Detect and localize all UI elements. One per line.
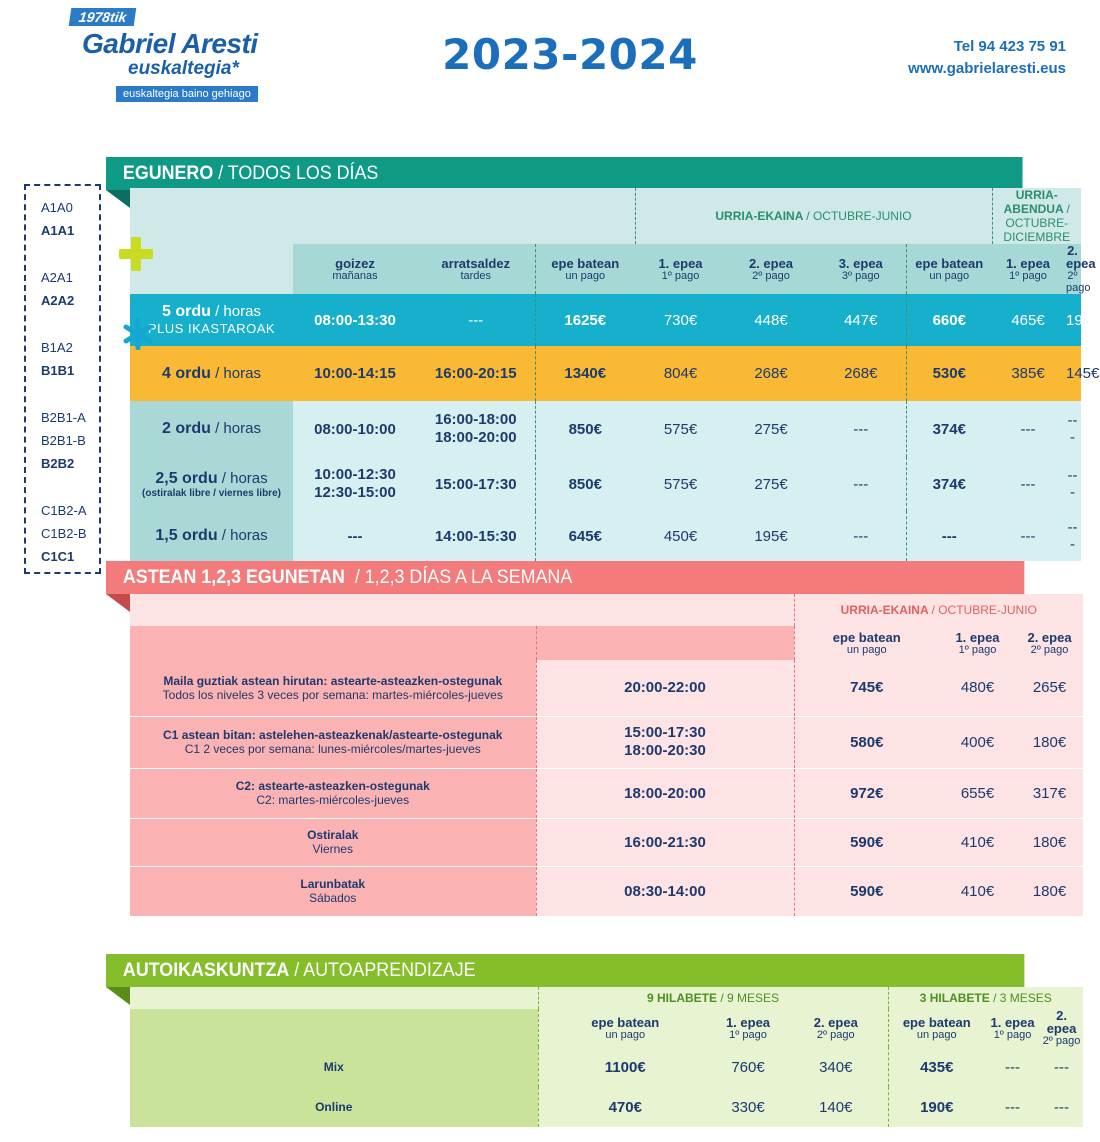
logo-sub: euskaltegia* <box>128 58 239 79</box>
row-label: 2 ordu / horas <box>130 401 293 457</box>
cell-price: 385€ <box>992 346 1064 401</box>
cell-price: --- <box>1064 401 1081 457</box>
cell-price: 450€ <box>635 511 726 561</box>
cell-price: --- <box>992 401 1064 457</box>
row-description: C1 astean bitan: astelehen-asteazkenak/astearte-ostegunak C1 2 veces por semana: lunes-miércoles/martes-jueves <box>130 716 536 768</box>
cell-price: --- <box>985 1087 1040 1127</box>
row-description: Ostiralak Viernes <box>130 818 536 866</box>
auto-table <box>130 987 1083 1127</box>
cell-afternoon: 16:00-20:15 <box>417 346 535 401</box>
cell-price: 180€ <box>1016 716 1083 768</box>
cell-price: 145€ <box>1064 346 1081 401</box>
asterisk-icon <box>122 318 154 350</box>
astean-table <box>130 594 1083 916</box>
cell-price: 180€ <box>1016 818 1083 866</box>
header-arratsaldez: arratsaldez tardes <box>417 244 535 294</box>
header-epea-2: 2. epea 2º pago <box>1016 626 1083 660</box>
row-label: 2,5 ordu / horas (ostiralak libre / viernes libre) <box>130 457 293 511</box>
band-fold <box>106 594 130 612</box>
cell-time: 08:30-14:00 <box>536 866 794 916</box>
cell-morning: 10:00-14:15 <box>293 346 417 401</box>
header-epea-1-2: 1. epea 1º pago <box>992 244 1064 294</box>
cell-morning: 08:00-10:00 <box>293 401 417 457</box>
cell-price: 447€ <box>816 294 906 346</box>
cell-price: --- <box>816 401 906 457</box>
title-es: / AUTOAPRENDIZAJE <box>294 960 476 981</box>
cell-price: 530€ <box>906 346 992 401</box>
cell-price: --- <box>1040 1047 1083 1087</box>
cell-price: 575€ <box>635 401 726 457</box>
cell-morning: 10:00-12:30 12:30-15:00 <box>293 457 417 511</box>
table-row <box>130 401 1081 457</box>
website-link[interactable]: www.gabrielaresti.eus <box>908 60 1066 77</box>
cell-price: 275€ <box>726 457 816 511</box>
cell-price: 575€ <box>635 457 726 511</box>
row-description: C2: astearte-asteazken-ostegunak C2: martes-miércoles-jueves <box>130 768 536 818</box>
cell-price: --- <box>985 1047 1040 1087</box>
cell-price: 850€ <box>535 457 635 511</box>
title-eu: ASTEAN 1,2,3 EGUNETAN <box>122 567 345 588</box>
cell-time: 20:00-22:00 <box>536 660 794 716</box>
logo-tagline: euskaltegia baino gehiago <box>116 86 258 102</box>
level-item: B1A2 <box>41 340 73 355</box>
cell-price: 195€ <box>1064 294 1081 346</box>
cell-afternoon: 14:00-15:30 <box>417 511 535 561</box>
band-fold <box>106 190 130 208</box>
cell-price: 470€ <box>538 1087 712 1127</box>
contact-info <box>908 36 1066 80</box>
cell-time: 15:00-17:30 18:00-20:30 <box>536 716 794 768</box>
cell-price: 660€ <box>906 294 992 346</box>
period-oct-jun: URRIA-EKAINA / OCTUBRE-JUNIO <box>794 594 1083 626</box>
cell-price: 330€ <box>712 1087 784 1127</box>
cell-time: 18:00-20:00 <box>536 768 794 818</box>
header-goizez: goizez mañanas <box>293 244 417 294</box>
cell-price: --- <box>1064 457 1081 511</box>
row-label: Online <box>130 1087 538 1127</box>
logo-since: 1978tik <box>69 8 137 26</box>
table-row <box>130 818 1083 866</box>
cell-price: --- <box>1064 511 1081 561</box>
row-description: Maila guztiak astean hirutan: astearte-asteazken-ostegunak Todos los niveles 3 veces por semana: martes-miércoles-jueves <box>130 660 536 716</box>
cell-afternoon: 15:00-17:30 <box>417 457 535 511</box>
cell-price: --- <box>992 457 1064 511</box>
table-row <box>130 294 1081 346</box>
cell-price: 645€ <box>535 511 635 561</box>
table-row <box>130 1087 1083 1127</box>
cell-price: 745€ <box>794 660 939 716</box>
cell-price: 265€ <box>1016 660 1083 716</box>
section-title-egunero <box>106 157 1023 190</box>
cell-morning: --- <box>293 511 417 561</box>
cell-price: 340€ <box>784 1047 888 1087</box>
table-row <box>130 716 1083 768</box>
cell-price: 465€ <box>992 294 1064 346</box>
header-epe-batean: epe batean un pago <box>535 244 635 294</box>
header-epe-batean: epe batean un pago <box>538 1009 712 1047</box>
header-epea-1: 1. epea 1º pago <box>712 1009 784 1047</box>
level-item: B1B1 <box>41 363 75 378</box>
period-oct-dec: URRIA-ABENDUA / OCTUBRE-DICIEMBRE <box>992 188 1081 244</box>
cell-price: 180€ <box>1016 866 1083 916</box>
cell-price: 275€ <box>726 401 816 457</box>
levels-list <box>24 184 101 574</box>
cell-price: --- <box>816 511 906 561</box>
cell-price: 1340€ <box>535 346 635 401</box>
header-epe-batean-2: epe batean un pago <box>906 244 992 294</box>
level-item: A2A1 <box>41 270 73 285</box>
cell-morning: 08:00-13:30 <box>293 294 417 346</box>
level-item: A1A0 <box>41 200 73 215</box>
cell-price: 410€ <box>939 818 1016 866</box>
table-row <box>130 511 1081 561</box>
cell-price: 195€ <box>726 511 816 561</box>
row-description: Larunbatak Sábados <box>130 866 536 916</box>
cell-price: 268€ <box>726 346 816 401</box>
header-epea-1: 1. epea 1º pago <box>635 244 726 294</box>
cell-price: 480€ <box>939 660 1016 716</box>
level-item: C1B2-B <box>41 526 87 541</box>
level-item: B2B1-B <box>41 433 86 448</box>
period-9-months: 9 HILABETE / 9 MESES <box>538 987 888 1009</box>
page-title: 2023-2024 <box>442 30 698 79</box>
table-row <box>130 1047 1083 1087</box>
logo-name: Gabriel Aresti <box>82 28 258 59</box>
cell-price: 374€ <box>906 401 992 457</box>
title-eu: EGUNERO <box>122 163 214 184</box>
cell-price: 1100€ <box>538 1047 712 1087</box>
level-item: B2B2 <box>41 456 75 471</box>
row-label: 5 ordu / horas PLUS IKASTAROAK <box>130 294 293 346</box>
logo <box>66 6 286 102</box>
header-epea-2: 2. epea 2º pago <box>784 1009 888 1047</box>
section-title-autoikaskuntza <box>106 954 1024 987</box>
cell-price: 972€ <box>794 768 939 818</box>
cell-price: 190€ <box>888 1087 985 1127</box>
row-label: 4 ordu / horas <box>130 346 293 401</box>
cell-price: 374€ <box>906 457 992 511</box>
cell-price: 268€ <box>816 346 906 401</box>
cell-afternoon: --- <box>417 294 535 346</box>
cell-price: --- <box>1040 1087 1083 1127</box>
cell-price: 435€ <box>888 1047 985 1087</box>
cell-price: 804€ <box>635 346 726 401</box>
row-label: 1,5 ordu / horas <box>130 511 293 561</box>
table-row <box>130 660 1083 716</box>
header-epea-3: 3. epea 3º pago <box>816 244 906 294</box>
section-title-astean <box>106 561 1024 594</box>
egunero-table <box>130 188 1100 561</box>
cell-price: 655€ <box>939 768 1016 818</box>
level-item: A1A1 <box>41 223 75 238</box>
cell-price: 140€ <box>784 1087 888 1127</box>
period-3-months: 3 HILABETE / 3 MESES <box>888 987 1083 1009</box>
cell-price: 730€ <box>635 294 726 346</box>
band-fold <box>106 987 130 1005</box>
level-item: C1B2-A <box>41 503 87 518</box>
cell-price: 590€ <box>794 818 939 866</box>
cell-price: --- <box>992 511 1064 561</box>
cell-price: 580€ <box>794 716 939 768</box>
cell-price: 760€ <box>712 1047 784 1087</box>
cell-price: 448€ <box>726 294 816 346</box>
header-epea-1-2: 1. epea 1º pago <box>985 1009 1040 1047</box>
level-item: A2A2 <box>41 293 75 308</box>
header-epea-2: 2. epea 2º pago <box>726 244 816 294</box>
title-es: / 1,2,3 DÍAS A LA SEMANA <box>354 567 573 588</box>
plus-icon <box>116 234 156 274</box>
period-oct-jun: URRIA-EKAINA / OCTUBRE-JUNIO <box>635 188 992 244</box>
cell-price: 400€ <box>939 716 1016 768</box>
table-row <box>130 768 1083 818</box>
cell-afternoon: 16:00-18:00 18:00-20:00 <box>417 401 535 457</box>
header-epe-batean-2: epe batean un pago <box>888 1009 985 1047</box>
title-es: / TODOS LOS DÍAS <box>218 163 379 184</box>
row-label: Mix <box>130 1047 538 1087</box>
cell-price: 850€ <box>535 401 635 457</box>
title-eu: AUTOIKASKUNTZA <box>122 960 290 981</box>
cell-price: 590€ <box>794 866 939 916</box>
level-item: B2B1-A <box>41 410 86 425</box>
header-epea-1: 1. epea 1º pago <box>939 626 1016 660</box>
table-row <box>130 346 1081 401</box>
header-epe-batean: epe batean un pago <box>794 626 939 660</box>
table-row <box>130 457 1081 511</box>
phone: Tel 94 423 75 91 <box>953 38 1066 55</box>
level-item: C1C1 <box>41 549 75 564</box>
cell-price: --- <box>906 511 992 561</box>
cell-price: 410€ <box>939 866 1016 916</box>
cell-price: 317€ <box>1016 768 1083 818</box>
cell-price: --- <box>816 457 906 511</box>
table-row <box>130 866 1083 916</box>
header-epea-2-2: 2. epea 2º pago <box>1066 243 1096 294</box>
cell-time: 16:00-21:30 <box>536 818 794 866</box>
header-epea-2-2: 2. epea 2º pago <box>1040 1009 1083 1047</box>
cell-price: 1625€ <box>535 294 635 346</box>
